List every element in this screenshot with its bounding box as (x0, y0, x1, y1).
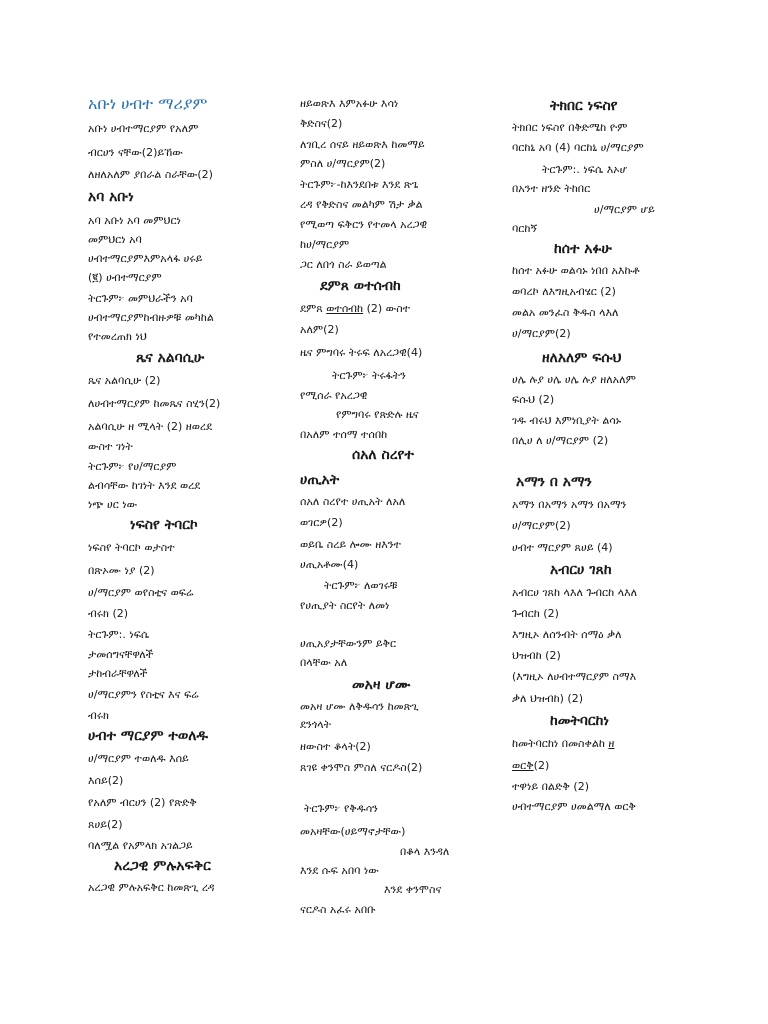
text-line: ልብሳቸው ከገነት እንደ ወረደ (88, 479, 201, 492)
text-line: ደንጎላት (300, 718, 332, 731)
text-line: ትርጉም፦ ትሩፋትን (332, 369, 406, 382)
section-heading: ዘለአለም ፍሱህ (542, 350, 622, 366)
text-line: ጋር ለበጎ ስራ ይወጣል (300, 258, 387, 271)
text-line: ገዱ ብሩህ እምነቢያት ልሳኑ (512, 414, 622, 427)
text-line: አማን በአማን አማን በአማን (512, 498, 627, 511)
section-heading: ሀጢአት (300, 472, 340, 488)
text-line: ባርከኝ (512, 222, 538, 235)
text-line: ቃለ ህዝብከ) (2) (512, 692, 584, 705)
text-line: እሰይ(2) (88, 774, 124, 787)
text-line: መምህርነ አባ (88, 233, 142, 246)
text-line: አብርሀ ገጸከ ላእለ ጉብርከ ላእለ (512, 586, 638, 599)
section-heading: ከመትባርከነ (550, 713, 609, 729)
text-span: ከመትባርከነ በመስቀልከ (512, 737, 609, 750)
text-line: ዘይወጽእ እምአፉሁ እሳነ (300, 97, 399, 110)
section-heading: ሰአለ ስረየተ (352, 447, 414, 463)
text-line: አባ አቡነ አባ መምህርነ (88, 214, 181, 227)
text-line: በላቸው አለ (300, 656, 348, 669)
text-line: ተዋነይ በልድቅ (2) (512, 780, 589, 793)
text-line: ትክበር ነፍስየ በቅድሜከ ዮም (512, 121, 628, 134)
text-line: ትርጉም፦ ለወገሩቹ (324, 579, 398, 592)
text-line (512, 759, 549, 773)
text-line: ታመሰግናቸዋለች (88, 648, 154, 661)
text-line: የአለም ብርሀን (2) የጽድቅ (88, 796, 197, 809)
text-line: (፪) ሀብተማርያም (88, 271, 162, 284)
text-line (300, 302, 410, 316)
text-line: ባርከኒ አባ (4) ባርከኒ ሀ/ማርያም (512, 141, 644, 154)
text-line: በቆላ እንዳለ (400, 845, 450, 858)
text-line: ዜና ምግባሩ ትሩፍ ለአረጋዊ(4) (300, 346, 423, 359)
text-line: ጸገዩ ቀንሞስ ምስለ ናርዶስ(2) (300, 761, 423, 774)
text-line: ከሰተ አፉሁ ወልሳኑ ነበበ አእኩቶ (512, 264, 640, 277)
text-line: ነጭ ሀር ነው (88, 498, 138, 511)
text-line: አለም(2) (300, 323, 339, 336)
text-line: ሰአለ ስረየተ ሀጢአት ለአለ (300, 495, 406, 508)
text-line: ነፍስየ ትባርኮ ወታስተ (88, 541, 175, 554)
text-span: (2) (533, 759, 550, 772)
text-line: የሀጢያት ስርየት ለመነ (300, 599, 390, 612)
underlined-word: ወርቅ (512, 759, 534, 772)
text-line: እንደ ቀንሞስና (384, 883, 442, 896)
underlined-word: ወተሰብከ (326, 302, 364, 315)
text-line: ሀብተማርያም ሀመልማለ ወርቅ (512, 800, 636, 813)
text-line: በጽኦሙ ነያ (2) (88, 564, 155, 577)
text-line: ወባረኮ ለእግዚአብሄር (2) (512, 285, 616, 298)
text-line: ሀጢአቶሙ(4) (300, 558, 359, 571)
section-heading: መአዛ ሆሙ (352, 677, 411, 693)
text-line: ሀብተማርያምእምአላፋ ሀሩይ (88, 252, 203, 265)
text-line: ሀ/ማርያም ወየስቲና ወፍሬ (88, 586, 194, 599)
text-line: ለዘለአለም ያበራል ስራቸው(2) (88, 168, 213, 181)
text-line: ረዳ የቅድስና መልካም ሽታ ቃል (300, 198, 423, 211)
text-line: ሀጢአያታቸውንም ይቅር (300, 637, 397, 650)
text-line: መአዛ ሆሙ ለቅዱሳን ከመጽጊ (300, 700, 419, 713)
text-line: በሊሀ ለ ሀ/ማርያም (2) (512, 434, 609, 447)
text-line: ሀ/ማርያም(2) (512, 519, 571, 532)
text-line: ባለሟል የአምላክ አገልጋይ (88, 839, 193, 852)
section-heading: ጼና አልባሲሁ (136, 350, 205, 366)
section-heading: ከሰተ አፉሁ (554, 241, 612, 257)
text-line: ለሀብተማርያም ከመጼና ስሂን(2) (88, 397, 221, 410)
text-line: ወገርዎ(2) (300, 516, 343, 529)
text-line: ህዝብከ (2) (512, 649, 561, 662)
text-line: ናርዶስ አፈሩ አበቡ (300, 903, 376, 916)
section-heading: አብርሀ ገጸከ (550, 562, 612, 578)
text-line: አልባሲሁ ዘ ሚላት (2) ዘወረደ (88, 420, 213, 433)
text-line: ጉብርከ (2) (512, 607, 559, 620)
text-line: ትርጉም:. ነፍሴ (88, 628, 150, 641)
text-line: (እግዚኦ ለሀብተማርያም ስማእ (512, 670, 637, 683)
text-line: ለገቢረ ሰናይ ዘይወጽእ ከመማይ (300, 138, 425, 151)
text-line: በአንተ ዘንድ ትከበር (512, 182, 591, 195)
section-heading: ሀብተ ማርያም ተወለዱ (88, 728, 208, 744)
section-heading: አባ አቡነ (88, 189, 134, 205)
text-line: እግዚኦ ለሰንብት ሰማዕ ቃለ (512, 628, 622, 641)
text-line: ትርጉም፦ መምህራችን አባ (88, 292, 193, 305)
text-line: ሀ/ማርያም(2) (512, 327, 571, 340)
section-heading: ነፍስየ ትባርኮ (130, 517, 198, 533)
text-span: (2) ውስተ (363, 302, 411, 315)
text-line: የተመረጠክ ነህ (88, 330, 147, 343)
document-title: አቡነ ሀብተ ማሪያም (88, 94, 208, 113)
section-heading: አማን በ አማን (516, 474, 592, 490)
text-line: ጸሀይ(2) (88, 818, 123, 831)
text-line: ዘውስተ ቆላት(2) (300, 740, 371, 753)
text-line: ከሀ/ማርያም (300, 238, 350, 251)
text-line: ሀ/ማርያምን የስቲና እና ፍሬ (88, 688, 199, 701)
text-line: ውስተ ገነት (88, 440, 133, 453)
text-line: ትርጉም፦ የሀ/ማርያም (88, 460, 177, 473)
text-line: ትርጉም፦-ከእንደበቱ እንደ ጽጌ (300, 178, 419, 191)
section-heading: ትክበር ነፍስየ (550, 98, 618, 114)
section-heading: አረጋዊ ምሉአፍቅር (114, 858, 211, 874)
text-line: የምግባሩ የጽድሉ ዜና (336, 408, 419, 421)
text-span: ደምጸ (300, 302, 327, 315)
text-line: ወይቤ ስረይ ሎሙ ዘእንተ (300, 538, 401, 551)
text-line: የሚወጣ ፍቅርን የተመላ አረጋዊ (300, 218, 428, 231)
text-line: ፍሱህ (2) (512, 393, 555, 406)
text-line: ምስለ ሀ/ማርያም(2) (300, 157, 386, 170)
text-line: ትርጉም:. ነፍሴ እኦሆ (542, 163, 628, 176)
text-line: ጼና አልባሲሁ (2) (88, 374, 161, 387)
text-line: መአዛቸው(ሀይማኖታቸው) (300, 825, 406, 838)
text-line: ሀብተማርያምከብዙዎቹ መካከል (88, 311, 214, 324)
text-line: ትርጉም፦ የቅዱሳን (304, 802, 378, 815)
text-line: ሀ/ማርያም ተወለዱ እሰይ (88, 752, 189, 765)
text-line: ሀ/ማርያም ሆይ (594, 203, 655, 216)
text-line: ሀብተ ማርያም ጸሀይ (4) (512, 541, 613, 554)
text-line: ቅድስና(2) (300, 117, 343, 130)
text-line: በአለም ተሰማ ተሰበከ (300, 428, 388, 441)
text-line: መልአ መንፈስ ቅዱስ ላእለ (512, 306, 619, 319)
text-line: ሀሌ ሉያ ሀሌ ሀሌ ሉያ ዘለአለም (512, 373, 636, 386)
text-line: ብሩክ (88, 709, 109, 722)
text-line (512, 737, 614, 751)
text-line: አረጋዊ ምሉአፍቅር ከመጽጊ ረዳ (88, 881, 215, 894)
text-line: ብርሀን ናቸው(2)ይኸው (88, 146, 183, 159)
text-line: አቡነ ሀብተማርያም የአለም (88, 122, 199, 135)
text-line: ታከብራቸዋለች (88, 667, 148, 680)
text-line: የሚሰራ የአረጋዊ (300, 389, 368, 402)
text-line: ብሩክ (2) (88, 607, 129, 620)
text-line: እንደ ሱፍ አበባ ነው (300, 864, 379, 877)
section-heading: ደምጸ ወተሰብከ (320, 278, 401, 294)
underlined-word: ዘ (608, 737, 615, 750)
